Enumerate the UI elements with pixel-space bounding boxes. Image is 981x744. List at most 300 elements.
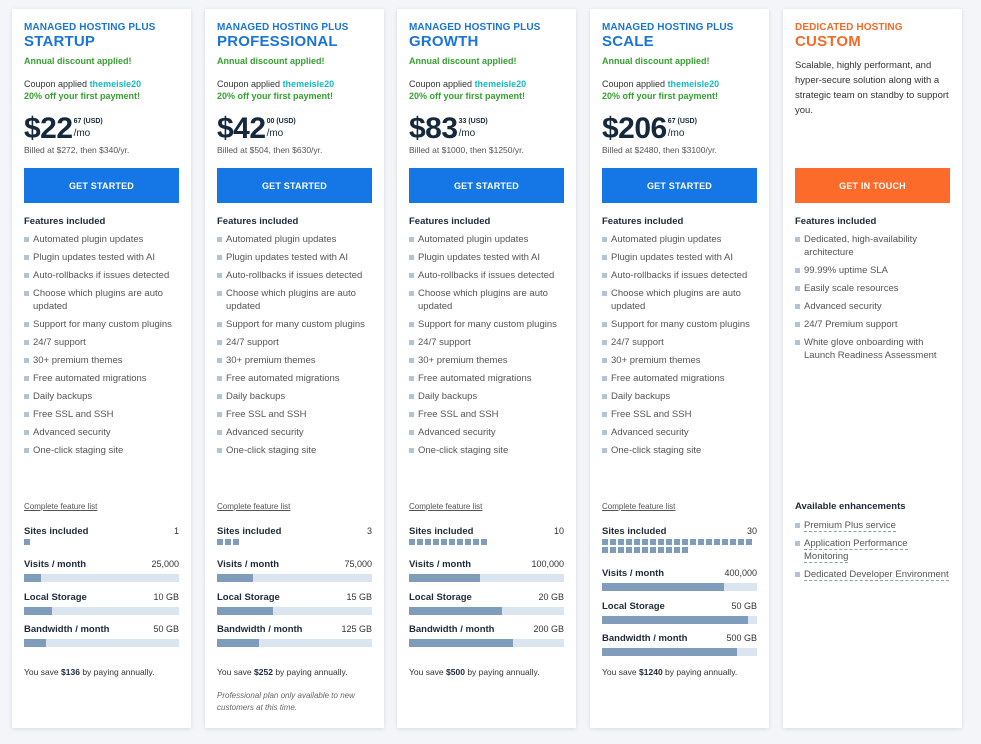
feature-item [409,426,565,439]
plan-card-startup [12,9,191,728]
bullet-square-icon [602,358,607,363]
feature-item [24,251,180,264]
complete-feature-list-link[interactable]: Complete feature list [409,502,483,511]
feature-item [409,390,565,403]
local-storage [217,592,372,616]
enhancement-text[interactable]: Dedicated Developer Environment [804,569,949,580]
plan-card-scale [590,9,769,728]
feature-item [24,354,180,367]
sites-value: 3 [366,526,372,536]
visits-per-month-bar-fill [602,583,724,591]
billing-note: Billed at $272, then $340/yr. [24,145,130,155]
bullet-square-icon [795,523,800,528]
feature-item [602,251,758,264]
feature-text: One-click staging site [418,445,509,456]
bandwidth-per-month-value: 125 GB [341,624,372,634]
bandwidth-per-month [602,633,757,657]
feature-text: Daily backups [611,391,671,402]
price-aside [74,113,103,139]
local-storage-value: 50 GB [731,601,757,611]
feature-item [217,336,373,349]
coupon-code: themeisle20 [282,79,335,89]
enhancements-title: Available enhancements [795,501,906,512]
sites-value: 1 [173,526,179,536]
bullet-square-icon [602,255,607,260]
feature-text: Easily scale resources [804,283,899,294]
bullet-square-icon [795,541,800,546]
feature-text: White glove onboarding with Launch Readiness Assessment [804,337,937,361]
price-period: /mo [73,128,91,139]
site-block [417,539,423,545]
visits-per-month-label: Visits / month [217,559,280,570]
feature-item [795,233,951,259]
price [409,113,488,145]
feature-text: Advanced security [418,427,496,438]
feature-item [409,318,565,331]
price [602,113,697,145]
feature-list [24,233,180,462]
bullet-square-icon [217,448,222,453]
plan-eyebrow: MANAGED HOSTING PLUS [24,22,156,33]
features-title: Features included [217,216,299,227]
enhancement-item[interactable] [795,568,951,581]
feature-text: Plugin updates tested with AI [226,252,348,263]
price-aside [668,113,697,139]
visits-per-month-bar-fill [217,574,253,582]
sites-value: 10 [553,526,564,536]
billing-note: Billed at $1000, then $1250/yr. [409,145,524,155]
annual-savings [409,667,539,677]
coupon-code: themeisle20 [474,79,527,89]
feature-item [409,233,565,246]
feature-item [409,444,565,457]
coupon-discount: 20% off your first payment! [602,91,719,101]
bandwidth-per-month-bar [602,648,757,656]
complete-feature-list-link[interactable]: Complete feature list [24,502,98,511]
billing-note: Billed at $2480, then $3100/yr. [602,145,717,155]
bullet-square-icon [602,322,607,327]
visits-per-month-bar [24,574,179,582]
sites-included [602,526,757,550]
feature-text: Advanced security [611,427,689,438]
enhancement-item[interactable] [795,519,951,532]
feature-text: 24/7 support [611,337,664,348]
sites-included [24,526,179,550]
complete-feature-list-link[interactable]: Complete feature list [217,502,291,511]
visits-per-month-label: Visits / month [409,559,472,570]
coupon-label: Coupon applied [24,79,90,89]
local-storage-bar [409,607,564,615]
feature-text: Automated plugin updates [611,234,722,245]
bullet-square-icon [602,273,607,278]
local-storage [602,601,757,625]
sites-label: Sites included [409,526,474,537]
bullet-square-icon [217,412,222,417]
annual-savings [24,667,154,677]
plan-card-growth [397,9,576,728]
savings-amount: $500 [446,667,465,677]
bullet-square-icon [795,572,800,577]
feature-item [409,336,565,349]
site-block [602,547,608,553]
sites-included [409,526,564,550]
site-block [682,547,688,553]
site-block [24,539,30,545]
feature-item [602,336,758,349]
bullet-square-icon [602,376,607,381]
local-storage-label: Local Storage [409,592,472,603]
local-storage-bar-fill [217,607,273,615]
bullet-square-icon [795,286,800,291]
bullet-square-icon [217,273,222,278]
site-block [666,539,672,545]
bullet-square-icon [409,448,414,453]
sites-grid [409,539,564,545]
site-block [738,539,744,545]
coupon-line [24,79,141,89]
feature-item [24,408,180,421]
feature-item [602,408,758,421]
sites-label: Sites included [24,526,89,537]
feature-text: 30+ premium themes [33,355,123,366]
coupon-code: themeisle20 [89,79,142,89]
plan-eyebrow: DEDICATED HOSTING [795,22,903,33]
feature-item [602,390,758,403]
bandwidth-per-month-bar-fill [409,639,513,647]
savings-suffix: by paying annually. [272,667,348,677]
feature-text: Choose which plugins are auto updated [33,288,163,312]
bullet-square-icon [24,376,29,381]
feature-item [24,426,180,439]
price-cents-value: 67 [73,118,82,125]
feature-text: Free SSL and SSH [611,409,692,420]
price-currency: (USD) [468,118,488,125]
savings-prefix: You save [217,667,255,677]
discount-notice: Annual discount applied! [217,56,325,66]
bullet-square-icon [217,340,222,345]
site-block [650,539,656,545]
complete-feature-list-link[interactable]: Complete feature list [602,502,676,511]
savings-prefix: You save [409,667,447,677]
bandwidth-per-month-bar-fill [24,639,46,647]
feature-text: Support for many custom plugins [226,319,365,330]
feature-item [217,390,373,403]
site-block [481,539,487,545]
bullet-square-icon [217,394,222,399]
bandwidth-per-month-value: 200 GB [533,624,564,634]
feature-text: Daily backups [226,391,286,402]
bullet-square-icon [217,255,222,260]
site-block [225,539,231,545]
savings-prefix: You save [24,667,62,677]
bullet-square-icon [795,322,800,327]
feature-item [24,390,180,403]
get-started-button[interactable]: GET STARTED [24,168,179,203]
sites-value: 30 [746,526,757,536]
get-started-button[interactable]: GET STARTED [217,168,372,203]
bullet-square-icon [602,291,607,296]
discount-notice: Annual discount applied! [24,56,132,66]
bullet-square-icon [409,430,414,435]
bullet-square-icon [602,448,607,453]
bullet-square-icon [602,237,607,242]
bullet-square-icon [217,291,222,296]
get-started-button[interactable]: GET STARTED [409,168,564,203]
feature-text: Dedicated, high-availability architecture [804,234,918,258]
feature-text: Auto-rollbacks if issues detected [418,270,555,281]
site-block [722,539,728,545]
feature-item [409,354,565,367]
enhancement-text[interactable]: Premium Plus service [804,520,896,531]
site-block [666,547,672,553]
feature-item [795,264,951,277]
site-block [425,539,431,545]
get-started-button[interactable]: GET STARTED [602,168,757,203]
site-block [730,539,736,545]
bullet-square-icon [24,430,29,435]
feature-text: 24/7 support [33,337,86,348]
price-period: /mo [667,128,685,139]
feature-item [24,233,180,246]
bullet-square-icon [24,394,29,399]
price-period: /mo [458,128,476,139]
feature-text: Plugin updates tested with AI [418,252,540,263]
bandwidth-per-month [24,624,179,648]
bullet-square-icon [795,340,800,345]
bullet-square-icon [409,340,414,345]
price-aside [267,113,296,139]
feature-text: Free SSL and SSH [33,409,114,420]
feature-text: 24/7 Premium support [804,319,898,330]
feature-item [24,269,180,282]
enhancement-text[interactable]: Application Performance Monitoring [804,538,908,562]
coupon-line [217,79,334,89]
bandwidth-per-month-label: Bandwidth / month [409,624,495,635]
sites-included [217,526,372,550]
plan-name: SCALE [602,33,654,50]
feature-item [24,336,180,349]
visits-per-month-value: 25,000 [151,559,179,569]
bullet-square-icon [602,394,607,399]
site-block [465,539,471,545]
site-block [626,547,632,553]
feature-text: Support for many custom plugins [33,319,172,330]
feature-item [602,426,758,439]
feature-text: Automated plugin updates [33,234,144,245]
site-block [650,547,656,553]
savings-suffix: by paying annually. [662,667,738,677]
site-block [690,539,696,545]
feature-text: Choose which plugins are auto updated [226,288,356,312]
feature-item [602,318,758,331]
bandwidth-per-month-bar [24,639,179,647]
local-storage-label: Local Storage [217,592,280,603]
feature-text: 30+ premium themes [418,355,508,366]
site-block [217,539,223,545]
local-storage-bar-fill [409,607,502,615]
bullet-square-icon [24,322,29,327]
feature-item [217,408,373,421]
feature-text: Auto-rollbacks if issues detected [33,270,170,281]
site-block [706,539,712,545]
visits-per-month [217,559,372,583]
plan-eyebrow: MANAGED HOSTING PLUS [409,22,541,33]
plan-name: PROFESSIONAL [217,33,338,50]
feature-text: Plugin updates tested with AI [33,252,155,263]
feature-text: Free automated migrations [226,373,340,384]
feature-item [795,318,951,331]
feature-item [217,251,373,264]
bandwidth-per-month-bar [409,639,564,647]
sites-label: Sites included [217,526,282,537]
coupon-discount: 20% off your first payment! [217,91,334,101]
bullet-square-icon [217,376,222,381]
feature-text: Automated plugin updates [226,234,337,245]
local-storage-bar [24,607,179,615]
bullet-square-icon [795,304,800,309]
feature-item [795,336,951,362]
feature-item [24,444,180,457]
bullet-square-icon [409,291,414,296]
local-storage-bar-fill [24,607,52,615]
bullet-square-icon [24,448,29,453]
feature-text: 30+ premium themes [226,355,316,366]
price-cents [74,118,103,125]
feature-text: Support for many custom plugins [418,319,557,330]
annual-savings [602,667,737,677]
bandwidth-per-month-label: Bandwidth / month [217,624,303,635]
enhancement-item[interactable] [795,537,951,563]
savings-amount: $252 [254,667,273,677]
sites-grid [24,539,179,545]
feature-text: Free automated migrations [33,373,147,384]
bullet-square-icon [409,358,414,363]
annual-savings [217,667,347,677]
visits-per-month [409,559,564,583]
bandwidth-per-month [217,624,372,648]
local-storage-value: 15 GB [346,592,372,602]
local-storage-value: 20 GB [538,592,564,602]
feature-item [602,233,758,246]
local-storage [409,592,564,616]
site-block [433,539,439,545]
bullet-square-icon [409,237,414,242]
bullet-square-icon [24,273,29,278]
price-currency: (USD) [83,118,103,125]
features-title: Features included [409,216,491,227]
feature-text: Free automated migrations [611,373,725,384]
coupon-line [602,79,719,89]
feature-item [217,354,373,367]
site-block [746,539,752,545]
coupon-discount: 20% off your first payment! [409,91,526,101]
bullet-square-icon [24,237,29,242]
bullet-square-icon [602,340,607,345]
get-in-touch-button[interactable]: GET IN TOUCH [795,168,950,203]
price [217,113,296,145]
discount-notice: Annual discount applied! [602,56,710,66]
bullet-square-icon [409,376,414,381]
site-block [618,539,624,545]
price-amount: $42 [217,112,266,145]
visits-per-month-value: 100,000 [531,559,564,569]
feature-item [217,426,373,439]
feature-text: 30+ premium themes [611,355,701,366]
site-block [674,547,680,553]
site-block [674,539,680,545]
local-storage-value: 10 GB [153,592,179,602]
price-cents [459,118,488,125]
feature-text: 24/7 support [226,337,279,348]
feature-list [217,233,373,462]
price-amount: $83 [409,112,458,145]
discount-notice: Annual discount applied! [409,56,517,66]
bandwidth-per-month-bar-fill [602,648,737,656]
feature-text: Advanced security [33,427,111,438]
visits-per-month-value: 75,000 [344,559,372,569]
coupon-code: themeisle20 [667,79,720,89]
feature-item [24,372,180,385]
visits-per-month-bar-fill [409,574,480,582]
bullet-square-icon [24,291,29,296]
bullet-square-icon [602,412,607,417]
feature-list [409,233,565,462]
bullet-square-icon [217,430,222,435]
feature-text: Advanced security [804,301,882,312]
price-period: /mo [266,128,284,139]
bullet-square-icon [409,273,414,278]
feature-text: Auto-rollbacks if issues detected [226,270,363,281]
plan-description: Scalable, highly performant, and hyper-secure solution along with a strategic team on standby to support you. [795,60,949,116]
site-block [473,539,479,545]
site-block [409,539,415,545]
billing-note: Billed at $504, then $630/yr. [217,145,323,155]
price [24,113,103,145]
bandwidth-per-month [409,624,564,648]
price-currency: (USD) [276,118,296,125]
price-cents [267,118,296,125]
bandwidth-per-month-label: Bandwidth / month [24,624,110,635]
site-block [457,539,463,545]
enhancement-list [795,519,951,586]
bullet-square-icon [24,412,29,417]
feature-item [795,300,951,313]
bullet-square-icon [409,394,414,399]
local-storage-bar [217,607,372,615]
bullet-square-icon [795,268,800,273]
feature-item [217,269,373,282]
feature-text: Choose which plugins are auto updated [418,288,548,312]
price-cents-value: 33 [458,118,467,125]
savings-suffix: by paying annually. [79,667,155,677]
site-block [658,547,664,553]
savings-suffix: by paying annually. [464,667,540,677]
savings-prefix: You save [602,667,640,677]
bandwidth-per-month-bar-fill [217,639,259,647]
feature-text: Advanced security [226,427,304,438]
sites-label: Sites included [602,526,667,537]
price-aside [459,113,488,139]
site-block [602,539,608,545]
savings-amount: $136 [61,667,80,677]
features-title: Features included [795,216,877,227]
site-block [626,539,632,545]
feature-item [409,287,565,313]
visits-per-month [602,568,757,592]
site-block [714,539,720,545]
visits-per-month-value: 400,000 [724,568,757,578]
feature-text: Auto-rollbacks if issues detected [611,270,748,281]
